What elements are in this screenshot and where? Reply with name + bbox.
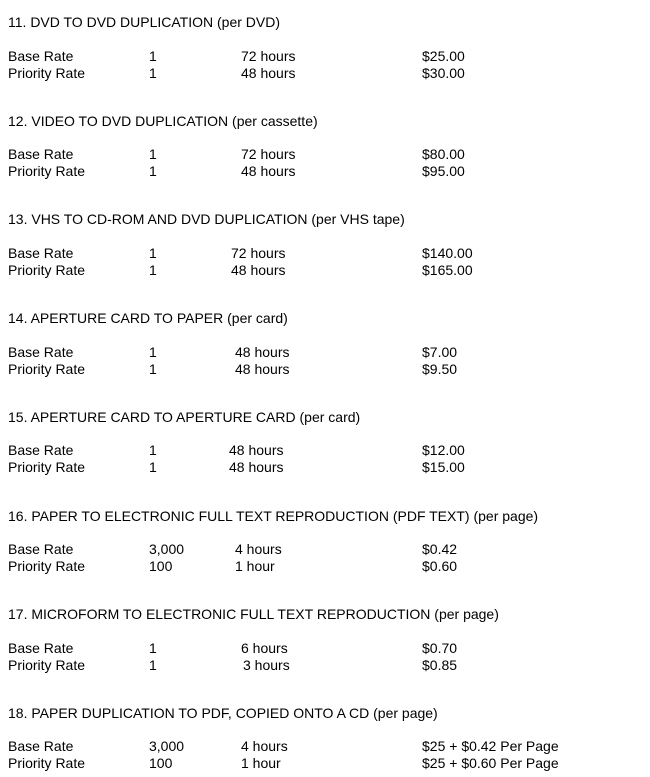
rate-row-priority: [8, 657, 638, 673]
rate-row-priority: [8, 262, 638, 278]
rate-label: Priority Rate: [8, 262, 86, 278]
rate-row-priority: [8, 755, 638, 771]
rate-quantity: 1: [149, 262, 157, 278]
rate-label: Base Rate: [8, 48, 74, 64]
rate-price: $165.00: [422, 262, 473, 278]
rate-turnaround: 48 hours: [229, 442, 284, 458]
rate-row-base: [8, 541, 638, 557]
rate-turnaround: 4 hours: [235, 541, 282, 557]
rate-row-priority: [8, 163, 638, 179]
rate-quantity: 1: [149, 245, 157, 261]
rate-turnaround: 72 hours: [241, 146, 296, 162]
section-title: 18. PAPER DUPLICATION TO PDF, COPIED ONTO A CD (per page): [8, 705, 438, 721]
rate-row-base: [8, 48, 638, 64]
rate-price: $140.00: [422, 245, 473, 261]
rate-quantity: 3,000: [149, 541, 185, 557]
rate-label: Base Rate: [8, 442, 74, 458]
rate-turnaround: 4 hours: [241, 738, 288, 754]
rate-price: $80.00: [422, 146, 465, 162]
section-title: 11. DVD TO DVD DUPLICATION (per DVD): [8, 14, 281, 30]
rate-price: $0.42: [422, 541, 458, 557]
rate-turnaround: 48 hours: [241, 65, 296, 81]
rate-turnaround: 48 hours: [229, 459, 284, 475]
rate-price: $7.00: [422, 344, 458, 360]
rate-quantity: 1: [149, 459, 157, 475]
rate-price: $95.00: [422, 163, 465, 179]
rate-turnaround: 48 hours: [231, 262, 286, 278]
rate-row-base: [8, 738, 638, 754]
rate-label: Priority Rate: [8, 361, 86, 377]
rate-price: $30.00: [422, 65, 465, 81]
rate-price: $25.00: [422, 48, 465, 64]
rate-row-priority: [8, 558, 638, 574]
rate-quantity: 3,000: [149, 738, 185, 754]
rate-row-base: [8, 640, 638, 656]
rate-label: Base Rate: [8, 344, 74, 360]
rate-quantity: 1: [149, 163, 157, 179]
rate-label: Priority Rate: [8, 65, 86, 81]
rate-label: Priority Rate: [8, 163, 86, 179]
rate-quantity: 100: [149, 558, 173, 574]
rate-quantity: 1: [149, 657, 157, 673]
rate-row-priority: [8, 459, 638, 475]
rate-price: $0.70: [422, 640, 458, 656]
rate-quantity: 100: [149, 755, 173, 771]
rate-turnaround: 48 hours: [235, 344, 290, 360]
rate-label: Priority Rate: [8, 755, 86, 771]
rate-turnaround: 48 hours: [235, 361, 290, 377]
rate-turnaround: 72 hours: [231, 245, 286, 261]
rate-quantity: 1: [149, 361, 157, 377]
section-title: 13. VHS TO CD-ROM AND DVD DUPLICATION (per VHS tape): [8, 211, 405, 227]
section-title: 14. APERTURE CARD TO PAPER (per card): [8, 310, 288, 326]
section-title: 17. MICROFORM TO ELECTRONIC FULL TEXT REPRODUCTION (per page): [8, 606, 499, 622]
rate-price: $25 + $0.60 Per Page: [422, 755, 559, 771]
rate-price: $0.85: [422, 657, 458, 673]
rate-quantity: 1: [149, 48, 157, 64]
section-title: 16. PAPER TO ELECTRONIC FULL TEXT REPRODUCTION (PDF TEXT) (per page): [8, 508, 539, 524]
rate-row-priority: [8, 361, 638, 377]
section-title: 15. APERTURE CARD TO APERTURE CARD (per card): [8, 409, 361, 425]
rate-price: $12.00: [422, 442, 465, 458]
rate-label: Priority Rate: [8, 558, 86, 574]
rate-row-base: [8, 344, 638, 360]
section-title: 12. VIDEO TO DVD DUPLICATION (per cassette): [8, 113, 318, 129]
rate-label: Base Rate: [8, 541, 74, 557]
rate-turnaround: 72 hours: [241, 48, 296, 64]
rate-quantity: 1: [149, 65, 157, 81]
rate-quantity: 1: [149, 344, 157, 360]
rate-label: Priority Rate: [8, 657, 86, 673]
rate-price: $25 + $0.42 Per Page: [422, 738, 559, 754]
rate-row-base: [8, 245, 638, 261]
rate-label: Base Rate: [8, 146, 74, 162]
rate-label: Base Rate: [8, 738, 74, 754]
rate-label: Priority Rate: [8, 459, 86, 475]
rate-row-base: [8, 442, 638, 458]
rate-turnaround: 1 hour: [241, 755, 281, 771]
rate-turnaround: 1 hour: [235, 558, 275, 574]
rate-quantity: 1: [149, 640, 157, 656]
rate-price: $15.00: [422, 459, 465, 475]
rate-label: Base Rate: [8, 640, 74, 656]
rate-quantity: 1: [149, 146, 157, 162]
rate-row-priority: [8, 65, 638, 81]
rate-turnaround: 3 hours: [243, 657, 290, 673]
rate-label: Base Rate: [8, 245, 74, 261]
rate-price: $9.50: [422, 361, 458, 377]
rate-turnaround: 48 hours: [241, 163, 296, 179]
rate-price: $0.60: [422, 558, 458, 574]
rate-turnaround: 6 hours: [241, 640, 288, 656]
rate-quantity: 1: [149, 442, 157, 458]
rate-row-base: [8, 146, 638, 162]
